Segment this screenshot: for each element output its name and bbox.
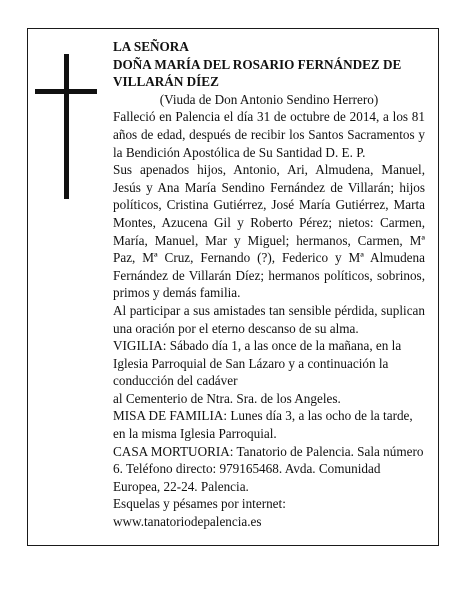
prayer-request: Al participar a sus amistades tan sensible pérdida, suplican una oración por el eterno descanso de su alma. — [113, 302, 425, 336]
death-notice: Falleció en Palencia el día 31 de octubre de 2014, a los 81 años de edad, después de recibir los Santos Sacramentos y la Bendición Apostólica de Su Santidad D. E. P. — [113, 109, 425, 160]
cemetery-info: al Cementerio de Ntra. Sra. de los Angeles. — [113, 390, 341, 406]
cross-horizontal-bar — [35, 89, 97, 94]
internet-label: Esquelas y pésames por internet: — [113, 496, 286, 512]
deceased-name: DOÑA MARÍA DEL ROSARIO FERNÁNDEZ DE VILLARÁN DÍEZ — [113, 56, 402, 90]
obituary-text — [113, 38, 425, 531]
family-mass-info: MISA DE FAMILIA: Lunes día 3, a las ocho de la tarde, en la misma Iglesia Parroquial. — [113, 408, 413, 442]
mourners-list: Sus apenados hijos, Antonio, Ari, Almudena, Manuel, Jesús y Ana María Sendino Fernández de Villarán; hijos políticos, Cristina Gutiérrez, José María Gutiérrez, Marta Montes, Azucena Gil y Roberto Pérez; nietos: Carmen, María, Manuel, Mar y Miguel; hermanos, Carmen, Mª Paz, Mª Cruz, Fernando (?), Federico y Mª Almudena Fernández de Villarán Díez; hermanos políticos, sobrinos, primos y demás familia. — [113, 162, 425, 301]
title-label: LA SEÑORA — [113, 39, 189, 54]
widow-note: (Viuda de Don Antonio Sendino Herrero) — [159, 91, 379, 107]
cross-vertical-bar — [64, 54, 69, 199]
funeral-home-info: CASA MORTUORIA: Tanatorio de Palencia. Sala número 6. Teléfono directo: 979165468. Avda. Comunidad Europea, 22-24. Palencia. — [113, 443, 424, 494]
cross-icon — [35, 54, 97, 199]
vigil-info: VIGILIA: Sábado día 1, a las once de la mañana, en la Iglesia Parroquial de San Lázaro y a continuación la conducción del cadáver — [113, 338, 402, 389]
website-link[interactable]: www.tanatoriodepalencia.es — [113, 514, 262, 530]
